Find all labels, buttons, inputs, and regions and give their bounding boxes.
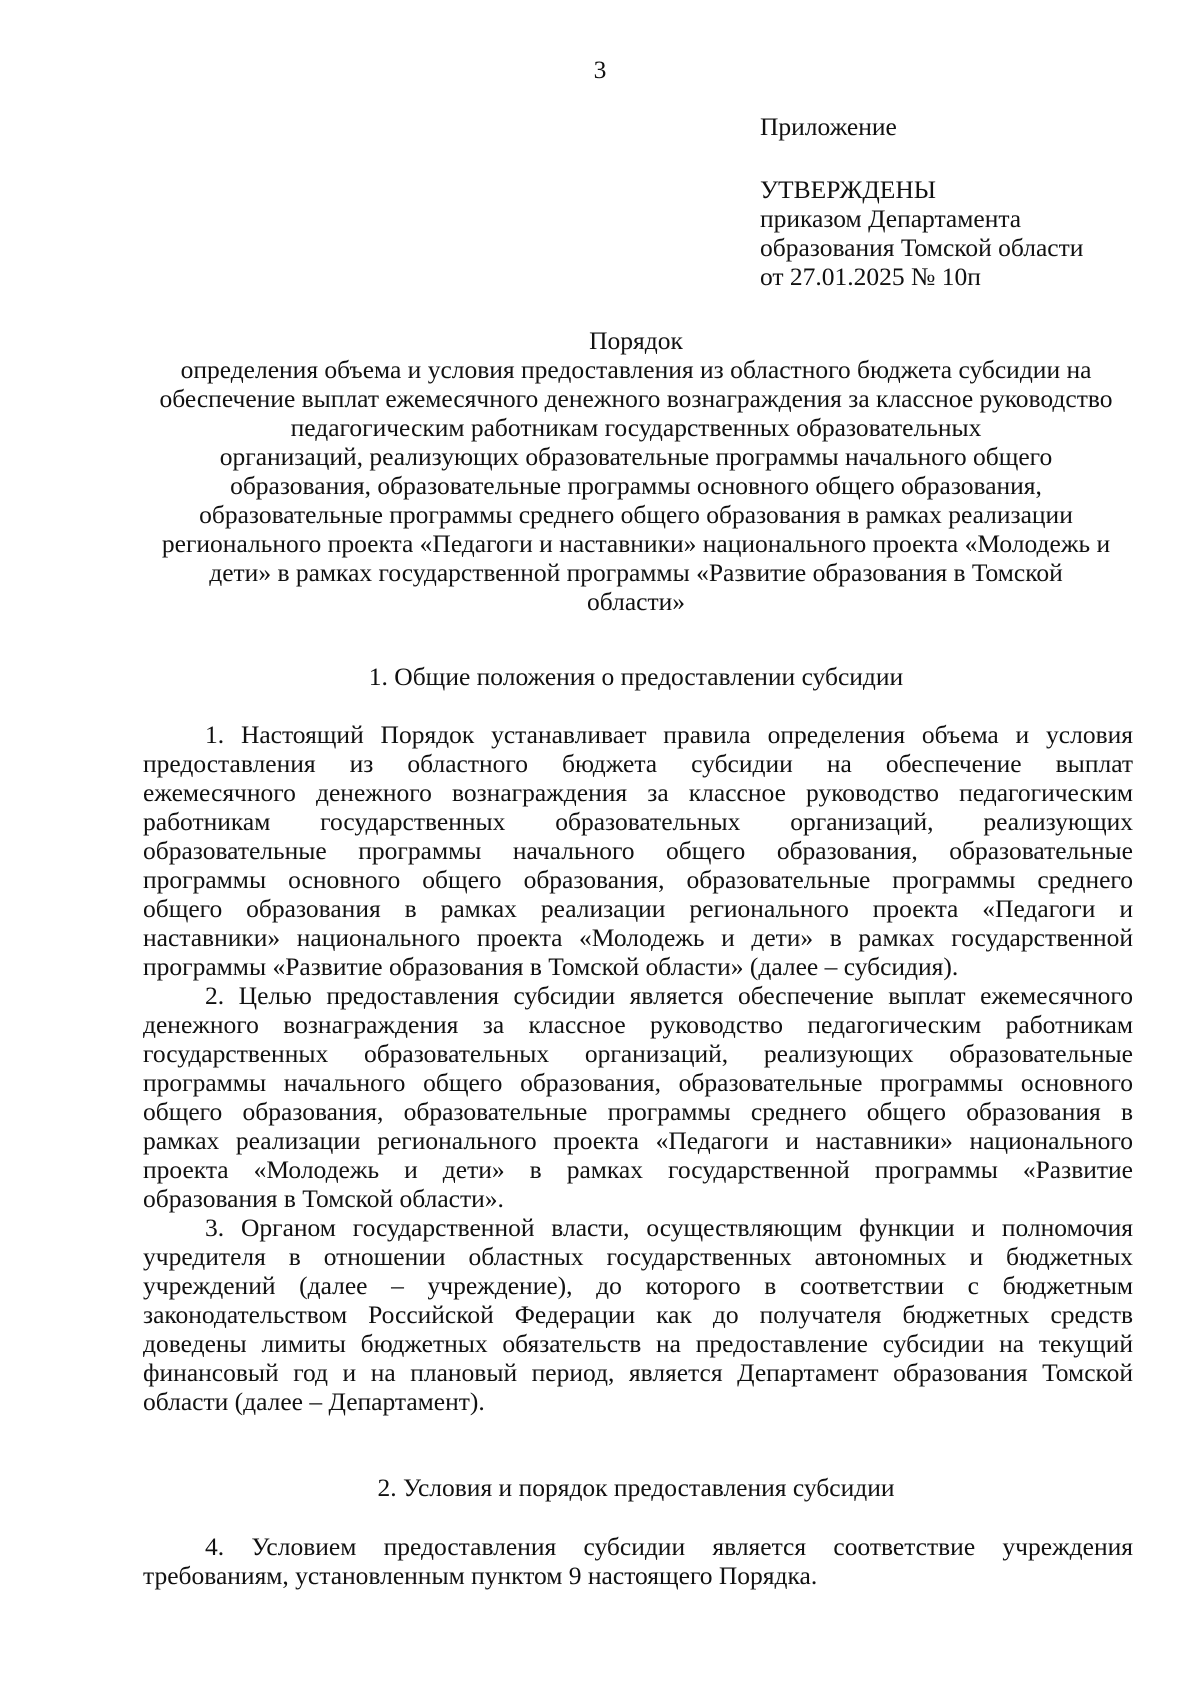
paragraph-line: рамках реализации регионального проекта «Педагоги и наставники» национального	[143, 1126, 1133, 1155]
approval-block	[760, 112, 1180, 291]
paragraph-line: проекта «Молодежь и дети» в рамках государственной программы «Развитие	[143, 1155, 1133, 1184]
approved-label: УТВЕРЖДЕНЫ	[760, 175, 936, 204]
paragraph-line: денежного вознаграждения за классное руководство педагогическим работникам	[143, 1010, 1133, 1039]
paragraph-line: финансовый год и на плановый период, является Департамент образования Томской	[143, 1358, 1133, 1387]
appendix-label: Приложение	[760, 112, 897, 141]
paragraph-line: учредителя в отношении областных государственных автономных и бюджетных	[143, 1242, 1133, 1271]
paragraph-line: учреждений (далее – учреждение), до которого в соответствии с бюджетным	[143, 1271, 1133, 1300]
paragraph-line: наставники» национального проекта «Молодежь и дети» в рамках государственной	[143, 923, 1133, 952]
paragraph-line: образования в Томской области».	[143, 1184, 504, 1213]
document-subtitle-line: определения объема и условия предоставления из областного бюджета субсидии на	[180, 355, 1092, 384]
document-subtitle-line: организаций, реализующих образовательные программы начального общего	[219, 442, 1053, 471]
approval-line-3: от 27.01.2025 № 10п	[760, 262, 981, 291]
document-subtitle-line: образования, образовательные программы основного общего образования,	[230, 471, 1042, 500]
paragraph-line: общего образования в рамках реализации регионального проекта «Педагоги и	[143, 894, 1133, 923]
paragraph-line: области (далее – Департамент).	[143, 1387, 485, 1416]
section-1-paragraph-3	[143, 1213, 1133, 1416]
document-title-block	[140, 326, 1132, 616]
paragraph-line: государственных образовательных организаций, реализующих образовательные	[143, 1039, 1133, 1068]
paragraph-line: программы основного общего образования, образовательные программы среднего	[143, 865, 1133, 894]
paragraph-line: общего образования, образовательные программы среднего общего образования в	[143, 1097, 1133, 1126]
approval-line-1: приказом Департамента	[760, 204, 1022, 233]
paragraph-line: 4. Условием предоставления субсидии является соответствие учреждения	[205, 1532, 1133, 1561]
paragraph-line: работникам государственных образовательных организаций, реализующих	[143, 807, 1133, 836]
section-1-heading: 1. Общие положения о предоставлении субсидии	[368, 662, 904, 691]
page-number: 3	[593, 55, 607, 84]
paragraph-line: законодательством Российской Федерации как до получателя бюджетных средств	[143, 1300, 1133, 1329]
paragraph-line: программы начального общего образования, образовательные программы основного	[143, 1068, 1133, 1097]
paragraph-line: требованиям, установленным пунктом 9 настоящего Порядка.	[143, 1561, 818, 1590]
paragraph-line: 1. Настоящий Порядок устанавливает правила определения объема и условия	[205, 720, 1133, 749]
approval-line-2: образования Томской области	[760, 233, 1084, 262]
paragraph-line: ежемесячного денежного вознаграждения за классное руководство педагогическим	[143, 778, 1133, 807]
document-subtitle-line: дети» в рамках государственной программы «Развитие образования в Томской	[209, 558, 1063, 587]
section-1-paragraph-1	[143, 720, 1133, 981]
paragraph-line: 2. Целью предоставления субсидии является обеспечение выплат ежемесячного	[205, 981, 1133, 1010]
document-subtitle-line: области»	[587, 587, 685, 616]
paragraph-line: образовательные программы начального общего образования, образовательные	[143, 836, 1133, 865]
document-title: Порядок	[589, 326, 683, 355]
section-1-paragraph-2	[143, 981, 1133, 1213]
document-subtitle-line: обеспечение выплат ежемесячного денежного вознаграждения за классное руководство	[159, 384, 1113, 413]
document-subtitle-line: образовательные программы среднего общего образования в рамках реализации	[199, 500, 1073, 529]
paragraph-line: предоставления из областного бюджета субсидии на обеспечение выплат	[143, 749, 1133, 778]
paragraph-line: программы «Развитие образования в Томской области» (далее – субсидия).	[143, 952, 959, 981]
paragraph-line: доведены лимиты бюджетных обязательств на предоставление субсидии на текущий	[143, 1329, 1133, 1358]
document-subtitle-line: педагогическим работникам государственных образовательных	[290, 413, 982, 442]
document-subtitle-line: регионального проекта «Педагоги и наставники» национального проекта «Молодежь и	[161, 529, 1111, 558]
section-2-paragraph-4	[143, 1532, 1133, 1590]
paragraph-line: 3. Органом государственной власти, осуществляющим функции и полномочия	[205, 1213, 1133, 1242]
section-2-heading: 2. Условия и порядок предоставления субсидии	[377, 1473, 895, 1502]
